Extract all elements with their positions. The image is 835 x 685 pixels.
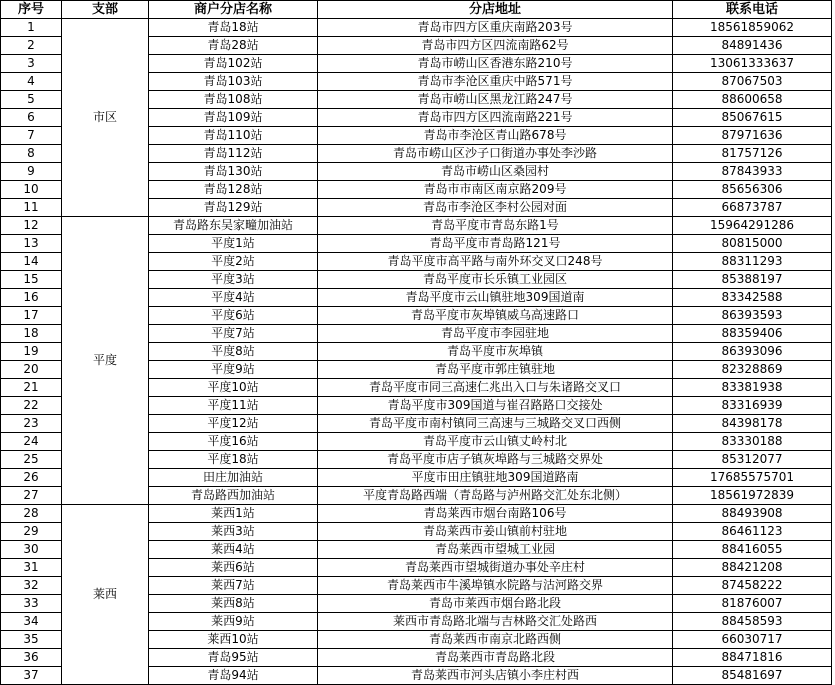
store-phone: 83316939 <box>673 397 832 415</box>
store-name: 青岛路西加油站 <box>149 487 318 505</box>
store-phone: 87067503 <box>673 73 832 91</box>
store-phone: 81757126 <box>673 145 832 163</box>
row-number: 31 <box>1 559 62 577</box>
header-row <box>1 1 832 19</box>
store-phone: 86461123 <box>673 523 832 541</box>
store-phone: 83342588 <box>673 289 832 307</box>
row-number: 28 <box>1 505 62 523</box>
row-number: 24 <box>1 433 62 451</box>
store-name: 莱西4站 <box>149 541 318 559</box>
row-number: 8 <box>1 145 62 163</box>
store-phone: 88421208 <box>673 559 832 577</box>
store-phone: 86393593 <box>673 307 832 325</box>
row-number: 19 <box>1 343 62 361</box>
store-address: 青岛平度市青岛东路1号 <box>318 217 673 235</box>
row-number: 36 <box>1 649 62 667</box>
store-address: 青岛平度市郭庄镇驻地 <box>318 361 673 379</box>
store-name: 青岛94站 <box>149 667 318 685</box>
store-address: 青岛市李沧区重庆中路571号 <box>318 73 673 91</box>
store-address: 青岛平度市309国道与崔召路路口交接处 <box>318 397 673 415</box>
store-name: 平度10站 <box>149 379 318 397</box>
store-phone: 80815000 <box>673 235 832 253</box>
store-address: 平度市田庄镇驻地309国道路南 <box>318 469 673 487</box>
store-phone: 66030717 <box>673 631 832 649</box>
store-phone: 88311293 <box>673 253 832 271</box>
row-number: 22 <box>1 397 62 415</box>
row-number: 2 <box>1 37 62 55</box>
store-name: 平度1站 <box>149 235 318 253</box>
store-address: 青岛市崂山区香港东路210号 <box>318 55 673 73</box>
store-name: 青岛130站 <box>149 163 318 181</box>
row-number: 13 <box>1 235 62 253</box>
store-name: 莱西10站 <box>149 631 318 649</box>
store-address: 青岛莱西市河头店镇小李庄村西 <box>318 667 673 685</box>
store-name: 平度9站 <box>149 361 318 379</box>
store-name: 青岛112站 <box>149 145 318 163</box>
store-address: 青岛平度市店子镇灰埠路与三城路交界处 <box>318 451 673 469</box>
row-number: 20 <box>1 361 62 379</box>
store-phone: 17685575701 <box>673 469 832 487</box>
row-number: 23 <box>1 415 62 433</box>
store-address: 青岛莱西市南京北路西侧 <box>318 631 673 649</box>
store-address: 青岛市四方区重庆南路203号 <box>318 19 673 37</box>
store-address: 青岛莱西市望城街道办事处辛庄村 <box>318 559 673 577</box>
row-number: 11 <box>1 199 62 217</box>
store-address: 青岛平度市同三高速仁兆出入口与朱诸路交叉口 <box>318 379 673 397</box>
store-address: 青岛市崂山区沙子口街道办事处李沙路 <box>318 145 673 163</box>
store-phone: 88458593 <box>673 613 832 631</box>
store-phone: 82328869 <box>673 361 832 379</box>
row-number: 7 <box>1 127 62 145</box>
store-address: 青岛平度市云山镇驻地309国道南 <box>318 289 673 307</box>
store-address: 青岛市崂山区桑园村 <box>318 163 673 181</box>
header-address: 分店地址 <box>318 1 673 19</box>
store-phone: 83330188 <box>673 433 832 451</box>
store-name: 青岛95站 <box>149 649 318 667</box>
row-number: 14 <box>1 253 62 271</box>
store-address: 青岛莱西市牛溪埠镇水院路与沽河路交界 <box>318 577 673 595</box>
row-number: 30 <box>1 541 62 559</box>
row-number: 15 <box>1 271 62 289</box>
header-branch: 支部 <box>62 1 149 19</box>
store-phone: 18561972839 <box>673 487 832 505</box>
row-number: 9 <box>1 163 62 181</box>
store-phone: 87971636 <box>673 127 832 145</box>
store-name: 平度8站 <box>149 343 318 361</box>
store-name: 莱西8站 <box>149 595 318 613</box>
row-number: 5 <box>1 91 62 109</box>
table-row <box>1 217 832 235</box>
row-number: 1 <box>1 19 62 37</box>
store-address: 青岛市李沧区李村公园对面 <box>318 199 673 217</box>
store-name: 平度4站 <box>149 289 318 307</box>
store-address: 青岛市市南区南京路209号 <box>318 181 673 199</box>
store-address: 平度青岛路西端（青岛路与泸州路交汇处东北侧） <box>318 487 673 505</box>
store-name: 青岛28站 <box>149 37 318 55</box>
row-number: 6 <box>1 109 62 127</box>
store-address: 青岛莱西市姜山镇前村驻地 <box>318 523 673 541</box>
store-name: 平度18站 <box>149 451 318 469</box>
store-phone: 88359406 <box>673 325 832 343</box>
store-address: 青岛莱西市烟台南路106号 <box>318 505 673 523</box>
table-body <box>1 19 832 685</box>
store-name: 青岛108站 <box>149 91 318 109</box>
store-phone: 81876007 <box>673 595 832 613</box>
store-address: 青岛平度市青岛路121号 <box>318 235 673 253</box>
store-phone: 84891436 <box>673 37 832 55</box>
header-phone: 联系电话 <box>673 1 832 19</box>
store-address: 青岛平度市灰埠镇 <box>318 343 673 361</box>
table-row <box>1 505 832 523</box>
store-phone: 85388197 <box>673 271 832 289</box>
store-name: 青岛103站 <box>149 73 318 91</box>
store-address: 青岛市四方区四流南路62号 <box>318 37 673 55</box>
row-number: 18 <box>1 325 62 343</box>
row-number: 16 <box>1 289 62 307</box>
row-number: 27 <box>1 487 62 505</box>
store-name: 平度7站 <box>149 325 318 343</box>
store-address: 莱西市青岛路北端与吉林路交汇处路西 <box>318 613 673 631</box>
store-name: 青岛129站 <box>149 199 318 217</box>
store-address: 青岛市四方区四流南路221号 <box>318 109 673 127</box>
store-phone: 84398178 <box>673 415 832 433</box>
row-number: 37 <box>1 667 62 685</box>
row-number: 21 <box>1 379 62 397</box>
store-name: 平度6站 <box>149 307 318 325</box>
store-address: 青岛平度市南村镇同三高速与三城路交叉口西侧 <box>318 415 673 433</box>
row-number: 4 <box>1 73 62 91</box>
store-address: 青岛市崂山区黑龙江路247号 <box>318 91 673 109</box>
store-phone: 66873787 <box>673 199 832 217</box>
store-phone: 87843933 <box>673 163 832 181</box>
store-name: 青岛102站 <box>149 55 318 73</box>
branch-cell: 莱西 <box>62 505 149 685</box>
store-address: 青岛平度市高平路与南外环交叉口248号 <box>318 253 673 271</box>
store-address: 青岛平度市灰埠镇威乌高速路口 <box>318 307 673 325</box>
store-name: 青岛128站 <box>149 181 318 199</box>
store-phone: 13061333637 <box>673 55 832 73</box>
store-phone: 88493908 <box>673 505 832 523</box>
store-name: 青岛路东吴家疃加油站 <box>149 217 318 235</box>
store-name: 平度11站 <box>149 397 318 415</box>
row-number: 17 <box>1 307 62 325</box>
store-address: 青岛市李沧区青山路678号 <box>318 127 673 145</box>
row-number: 32 <box>1 577 62 595</box>
store-phone: 85656306 <box>673 181 832 199</box>
store-phone: 88471816 <box>673 649 832 667</box>
store-phone: 85312077 <box>673 451 832 469</box>
store-address: 青岛莱西市青岛路北段 <box>318 649 673 667</box>
store-name: 青岛18站 <box>149 19 318 37</box>
store-address: 青岛平度市李园驻地 <box>318 325 673 343</box>
store-name: 平度3站 <box>149 271 318 289</box>
store-name: 莱西7站 <box>149 577 318 595</box>
store-name: 田庄加油站 <box>149 469 318 487</box>
store-name: 莱西9站 <box>149 613 318 631</box>
branch-cell: 平度 <box>62 217 149 505</box>
store-address: 青岛莱西市望城工业园 <box>318 541 673 559</box>
store-name: 平度12站 <box>149 415 318 433</box>
store-address: 青岛平度市云山镇丈岭村北 <box>318 433 673 451</box>
header-no: 序号 <box>1 1 62 19</box>
row-number: 3 <box>1 55 62 73</box>
store-name: 青岛110站 <box>149 127 318 145</box>
row-number: 26 <box>1 469 62 487</box>
table-row <box>1 19 832 37</box>
store-name: 平度2站 <box>149 253 318 271</box>
store-address: 青岛市莱西市烟台路北段 <box>318 595 673 613</box>
row-number: 25 <box>1 451 62 469</box>
row-number: 34 <box>1 613 62 631</box>
store-address: 青岛平度市长乐镇工业园区 <box>318 271 673 289</box>
row-number: 12 <box>1 217 62 235</box>
store-phone: 83381938 <box>673 379 832 397</box>
store-phone: 86393096 <box>673 343 832 361</box>
store-name: 莱西3站 <box>149 523 318 541</box>
store-phone: 18561859062 <box>673 19 832 37</box>
store-phone: 15964291286 <box>673 217 832 235</box>
row-number: 29 <box>1 523 62 541</box>
store-phone: 87458222 <box>673 577 832 595</box>
branch-cell: 市区 <box>62 19 149 217</box>
store-phone: 85481697 <box>673 667 832 685</box>
row-number: 35 <box>1 631 62 649</box>
header-store-name: 商户分店名称 <box>149 1 318 19</box>
store-phone: 85067615 <box>673 109 832 127</box>
store-name: 莱西6站 <box>149 559 318 577</box>
store-phone: 88600658 <box>673 91 832 109</box>
row-number: 10 <box>1 181 62 199</box>
row-number: 33 <box>1 595 62 613</box>
store-name: 平度16站 <box>149 433 318 451</box>
store-name: 莱西1站 <box>149 505 318 523</box>
store-name: 青岛109站 <box>149 109 318 127</box>
store-phone: 88416055 <box>673 541 832 559</box>
